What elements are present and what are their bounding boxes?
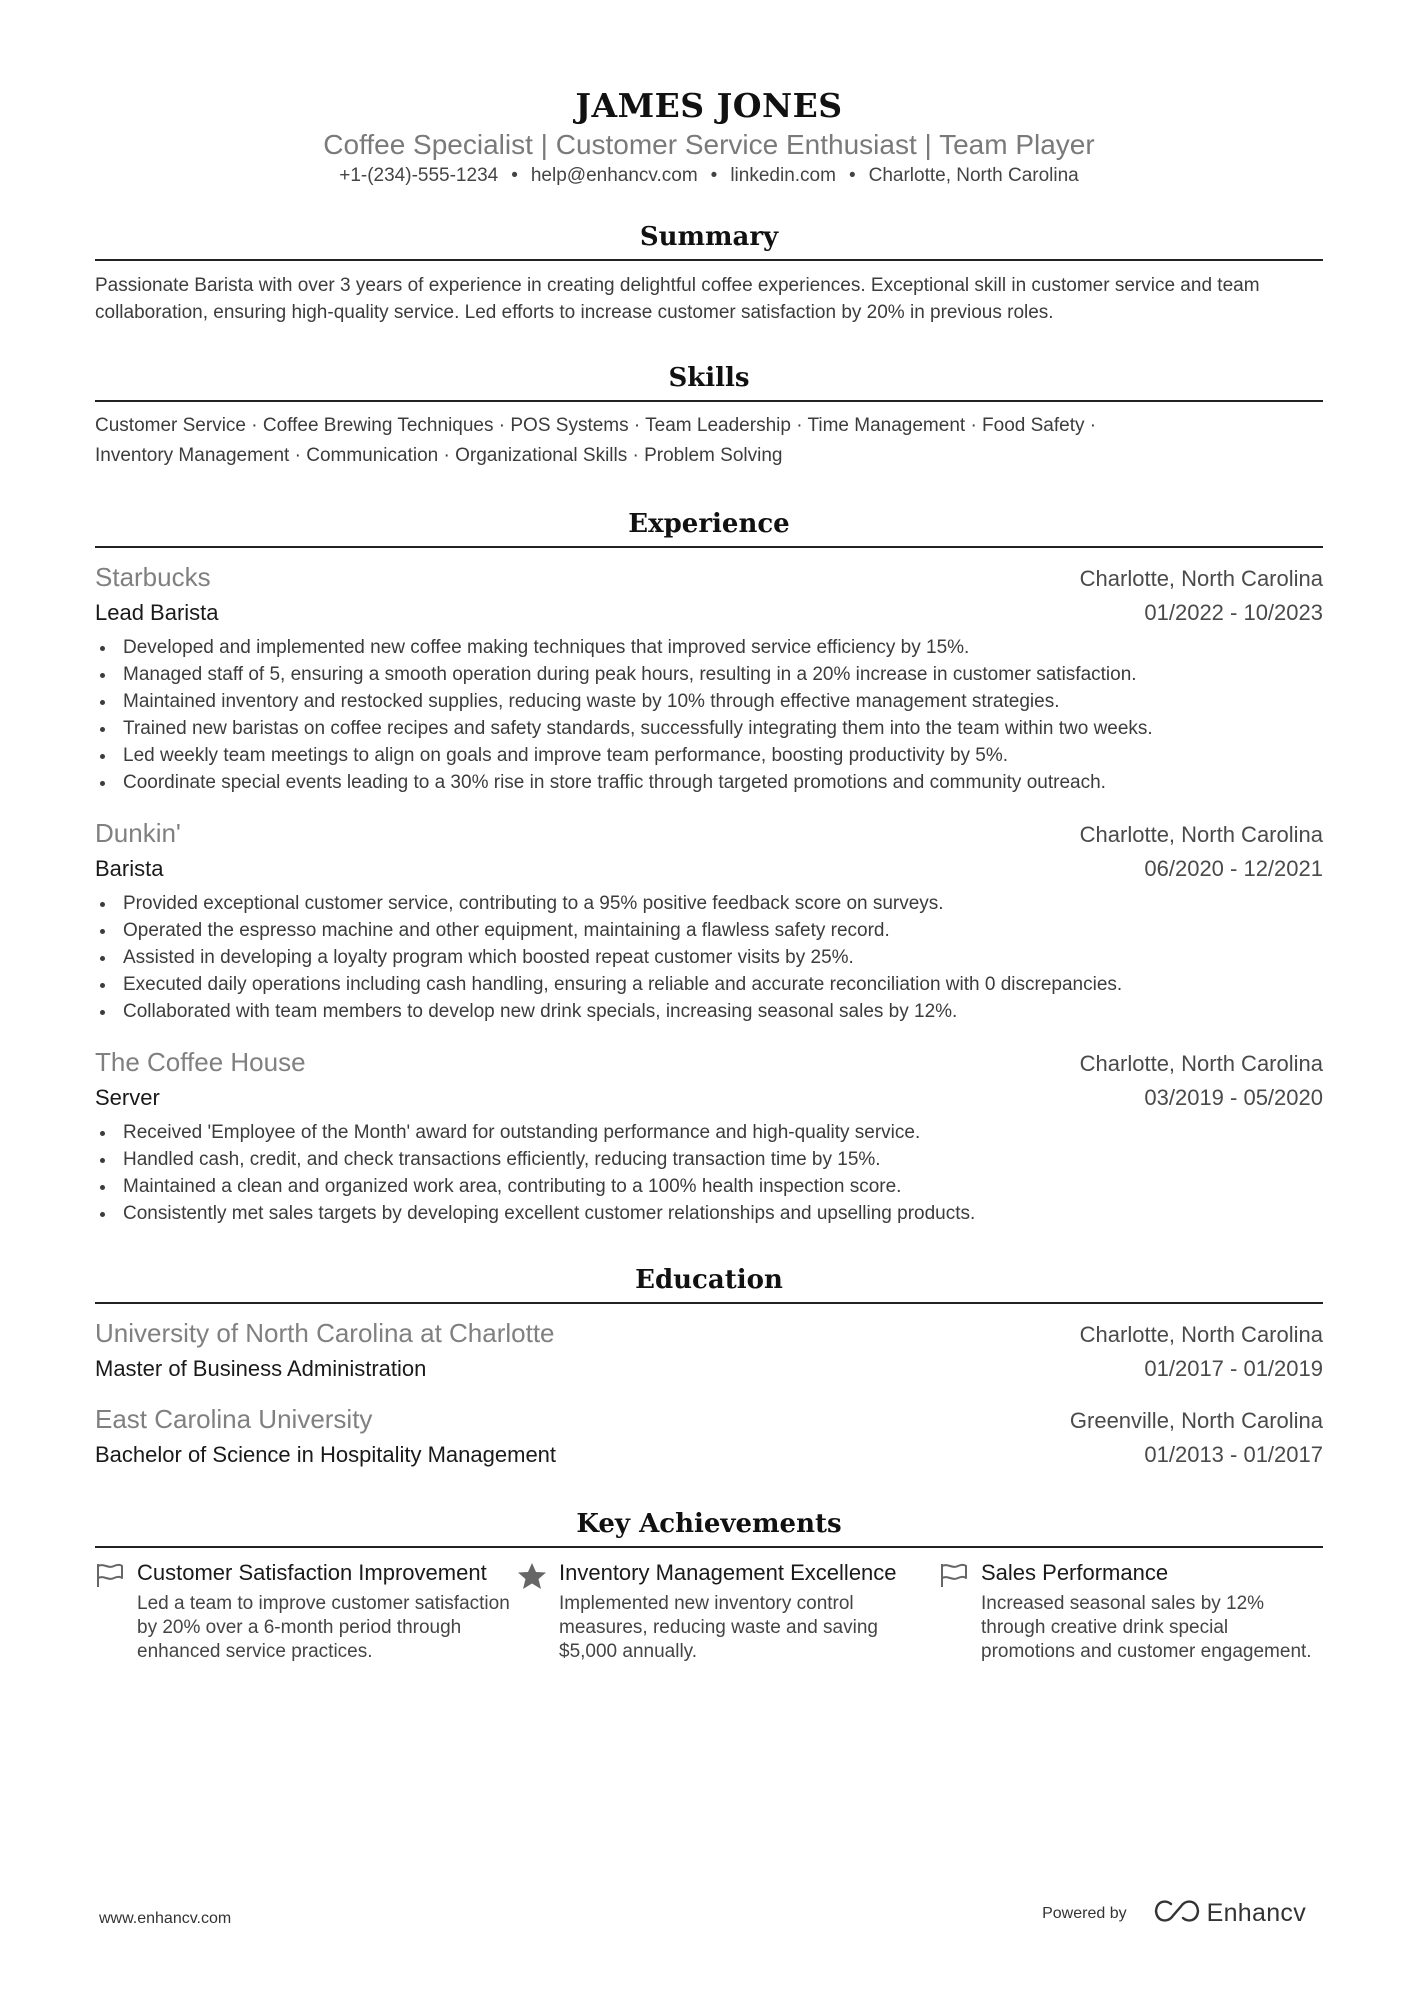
job-location: Charlotte, North Carolina [1079,566,1323,591]
school-location: Charlotte, North Carolina [1079,1322,1323,1347]
degree: Bachelor of Science in Hospitality Management [95,1442,557,1467]
skills-list [95,411,1323,471]
job-title: Barista [95,856,164,881]
job-dates: 06/2020 - 12/2021 [1144,856,1323,881]
skills-line: Inventory Management · Communication · Organizational Skills · Problem Solving [95,445,783,466]
summary-section [95,221,1323,326]
powered-by-label: Powered by [1042,1904,1127,1922]
separator-dot: • [848,165,856,186]
resume-page [95,0,1323,1664]
flag-icon [939,1559,981,1664]
achievement-item [939,1559,1323,1664]
phone: +1-(234)-555-1234 [339,165,499,186]
flag-icon [95,1559,137,1664]
school-location: Greenville, North Carolina [1069,1408,1323,1433]
skills-line: Customer Service · Coffee Brewing Techniques · POS Systems · Team Leadership · Time Management · Food Safety · [95,415,1097,436]
linkedin-link[interactable]: linkedin.com [730,165,836,186]
study-dates: 01/2017 - 01/2019 [1144,1356,1323,1381]
brand-name[interactable]: Enhancv [1206,1899,1306,1927]
summary-text: Passionate Barista with over 3 years of experience in creating delightful coffee experiences. Exceptional skill in customer service and team collaboration, ensuring high-quality service. Led efforts to increase customer satisfaction by 20% in previous roles. [95,275,1260,323]
section-heading-summary: Summary [95,221,1323,261]
star-icon [517,1559,559,1664]
job-title: Lead Barista [95,600,219,625]
bullet-item: Provided exceptional customer service, contributing to a 95% positive feedback score on surveys. [95,890,1323,917]
education-entry [95,1402,1323,1472]
experience-entry [95,816,1323,1025]
achievement-title: Customer Satisfaction Improvement [137,1560,487,1585]
enhancv-logo-icon [1153,1898,1201,1929]
bullet-item: Operated the espresso machine and other equipment, maintaining a flawless safety record. [95,917,1323,944]
bullet-item: Led weekly team meetings to align on goals and improve team performance, boosting productivity by 5%. [95,742,1323,769]
experience-entry [95,1045,1323,1227]
section-heading-achievements: Key Achievements [95,1508,1323,1548]
job-location: Charlotte, North Carolina [1079,822,1323,847]
separator-dot: • [511,165,518,186]
contact-line [95,163,1323,189]
achievement-bullets [95,1119,1323,1227]
bullet-item: Executed daily operations including cash handling, ensuring a reliable and accurate reconciliation with 0 discrepancies. [95,971,1323,998]
job-dates: 03/2019 - 05/2020 [1144,1085,1323,1110]
skills-section [95,362,1323,471]
bullet-item: Received 'Employee of the Month' award for outstanding performance and high-quality service. [95,1119,1323,1146]
separator-dot: • [710,165,718,186]
study-dates: 01/2013 - 01/2017 [1144,1442,1323,1467]
company-name: Starbucks [95,562,211,592]
footer-website-link[interactable]: www.enhancv.com [99,1910,232,1927]
bullet-item: Assisted in developing a loyalty program which boosted repeat customer visits by 25%. [95,944,1323,971]
bullet-item: Maintained a clean and organized work area, contributing to a 100% health inspection score. [95,1173,1323,1200]
achievement-description: Increased seasonal sales by 12% through creative drink special promotions and customer engagement. [981,1593,1312,1662]
footer-branding [1042,1898,1306,1929]
experience-section [95,508,1323,1227]
section-heading-skills: Skills [95,362,1323,402]
education-entry [95,1316,1323,1386]
company-name: The Coffee House [95,1047,306,1077]
experience-entry [95,560,1323,796]
school-name: East Carolina University [95,1404,373,1434]
job-dates: 01/2022 - 10/2023 [1144,600,1323,625]
achievements-grid [95,1559,1323,1664]
bullet-item: Trained new baristas on coffee recipes and safety standards, successfully integrating them into the team within two weeks. [95,715,1323,742]
bullet-item: Managed staff of 5, ensuring a smooth operation during peak hours, resulting in a 20% increase in customer satisfaction. [95,661,1323,688]
bullet-item: Handled cash, credit, and check transactions efficiently, reducing transaction time by 15%. [95,1146,1323,1173]
achievement-description: Led a team to improve customer satisfaction by 20% over a 6-month period through enhanced service practices. [137,1593,510,1662]
company-name: Dunkin' [95,818,181,848]
section-heading-education: Education [95,1264,1323,1304]
school-name: University of North Carolina at Charlotte [95,1318,555,1348]
email-link[interactable]: help@enhancv.com [530,165,698,186]
achievement-bullets [95,634,1323,796]
achievement-title: Inventory Management Excellence [559,1560,897,1585]
achievement-title: Sales Performance [981,1560,1169,1585]
achievements-section [95,1508,1323,1664]
candidate-title: Coffee Specialist | Customer Service Enthusiast | Team Player [323,129,1095,160]
education-section [95,1264,1323,1472]
job-location: Charlotte, North Carolina [1079,1051,1323,1076]
bullet-item: Developed and implemented new coffee making techniques that improved service efficiency by 15%. [95,634,1323,661]
location: Charlotte, North Carolina [868,165,1079,186]
job-title: Server [95,1085,160,1110]
bullet-item: Maintained inventory and restocked supplies, reducing waste by 10% through effective management strategies. [95,688,1323,715]
achievement-bullets [95,890,1323,1025]
bullet-item: Consistently met sales targets by developing excellent customer relationships and upselling products. [95,1200,1323,1227]
achievement-item [517,1559,939,1664]
section-heading-experience: Experience [95,508,1323,548]
candidate-name: JAMES JONES [575,86,843,125]
achievement-item [95,1559,517,1664]
bullet-item: Coordinate special events leading to a 30% rise in store traffic through targeted promotions and community outreach. [95,769,1323,796]
degree: Master of Business Administration [95,1356,427,1381]
achievement-description: Implemented new inventory control measures, reducing waste and saving $5,000 annually. [559,1593,878,1662]
bullet-item: Collaborated with team members to develop new drink specials, increasing seasonal sales by 12%. [95,998,1323,1025]
